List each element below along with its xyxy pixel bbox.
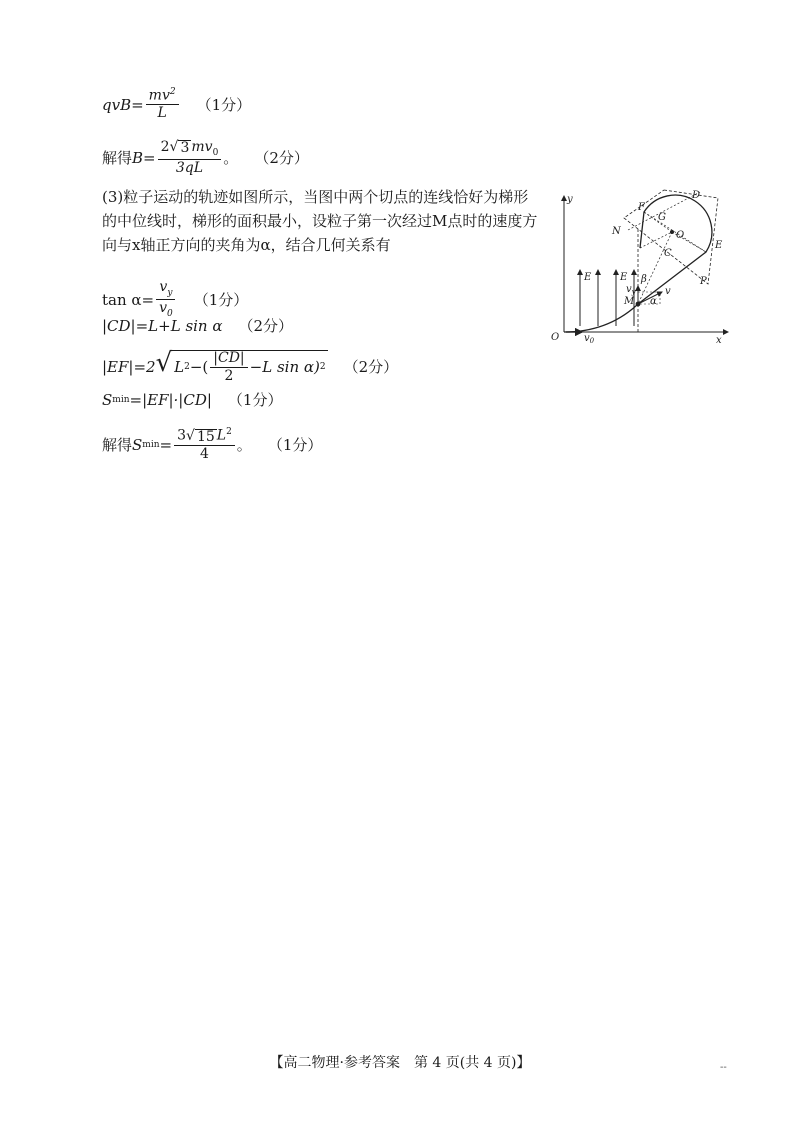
- label-x: x: [716, 335, 722, 346]
- label-p: P: [700, 276, 707, 287]
- eq7-fraction: [174, 428, 235, 462]
- eq2-sqrt: √ 3: [169, 139, 190, 156]
- eq3-num-sub: y: [167, 287, 173, 298]
- label-g: G: [658, 212, 666, 223]
- eq3-num: v: [159, 279, 168, 295]
- eq7-num-rest: L: [216, 427, 227, 444]
- eq3-den: v: [159, 300, 168, 317]
- equation-smin-def: [102, 390, 282, 410]
- label-alpha: α: [650, 296, 657, 307]
- equation-smin-result: [102, 428, 322, 462]
- eq5-rad-b: −(: [189, 358, 209, 377]
- parabola-trajectory: [564, 304, 638, 332]
- part3-paragraph: (3)粒子运动的轨迹如图所示，当图中两个切点的连线恰好为梯形的中位线时，梯形的面积最小，设粒子第一次经过M点时的速度方向与x轴正方向的夹角为α，结合几何关系有: [102, 188, 538, 254]
- eq7-num-sup: 2: [226, 427, 232, 437]
- eq2-num-coef: 2: [160, 139, 170, 155]
- eq4-text: |CD|=L+L sin α: [102, 317, 223, 335]
- eq5-rad-c: −L sin α): [249, 358, 320, 377]
- eq5-rad-a: L: [174, 358, 185, 377]
- eq2-prefix: 解得: [102, 148, 133, 167]
- eq7-sqrt: √ 15: [186, 427, 215, 445]
- label-f: F: [638, 202, 645, 213]
- eq2-num-rad: 3: [180, 140, 190, 156]
- eq5-rad-c-sup: 2: [319, 362, 326, 373]
- equation-cd: [102, 316, 293, 336]
- eq6-score: （1分）: [227, 391, 283, 409]
- eq2-lhs: B=: [132, 148, 156, 167]
- page-footer: 【高二物理·参考答案 第 4 页(共 4 页)】: [269, 1055, 531, 1071]
- eq5-fraction: [210, 351, 247, 383]
- eq4-score: （2分）: [238, 317, 294, 335]
- eq1-lhs: qvB=: [102, 95, 144, 114]
- eq5-frac-den: 2: [224, 367, 234, 384]
- line-f-e: [644, 212, 706, 252]
- eq7-num-rad: 15: [196, 428, 215, 445]
- label-beta: β: [641, 274, 647, 285]
- circular-trajectory: [638, 195, 712, 304]
- eq1-fraction: [146, 88, 179, 121]
- trajectory-diagram: [548, 188, 748, 348]
- label-o-center: O: [676, 230, 685, 241]
- label-e-point: E: [715, 240, 723, 251]
- eq1-score: （1分）: [196, 95, 252, 114]
- eq7-prefix: 解得: [102, 436, 133, 455]
- label-n: N: [612, 226, 621, 237]
- label-vy: $v_y$: [626, 284, 636, 296]
- equation-solve-b: [102, 140, 309, 176]
- eq6-lhs: S: [102, 391, 113, 409]
- eq7-lhs-sub: min: [142, 440, 160, 451]
- eq2-den: 3qL: [175, 160, 204, 177]
- eq5-sqrt: √ L 2 −( $\frac{|CD|}{2}$ −L sin α) 2: [155, 348, 326, 384]
- eq2-num-rest: mv: [191, 139, 213, 155]
- label-v: v: [665, 286, 671, 297]
- eq3-fraction: [156, 280, 176, 319]
- eq2-suffix: 。: [223, 148, 239, 167]
- eq3-den-sub: 0: [167, 309, 173, 320]
- equation-lorentz-force: [102, 88, 251, 121]
- label-e2: E: [620, 272, 628, 283]
- eq6-rest: =|EF|·|CD|: [129, 391, 212, 409]
- eq3-lhs: tan α=: [102, 290, 155, 309]
- label-c: C: [664, 248, 672, 259]
- eq6-lhs-sub: min: [112, 395, 130, 405]
- eq7-score: （1分）: [267, 436, 323, 455]
- eq2-score: （2分）: [254, 148, 309, 167]
- eq1-num: mv: [148, 87, 170, 104]
- label-m: M: [624, 296, 635, 307]
- corner-mark: --: [720, 1062, 727, 1073]
- eq2-num-sub: 0: [212, 147, 219, 158]
- eq3-score: （1分）: [193, 290, 249, 309]
- label-y: y: [567, 194, 573, 205]
- eq7-den: 4: [199, 446, 209, 463]
- eq7-eq: =: [159, 436, 173, 455]
- equation-tan-alpha: [102, 280, 248, 319]
- label-origin: O: [551, 332, 560, 343]
- circle-center-dot: [670, 230, 674, 234]
- equation-ef: [102, 350, 398, 383]
- eq5-frac-num: |CD|: [210, 351, 247, 368]
- eq5-score: （2分）: [343, 357, 399, 376]
- eq2-fraction: [158, 140, 222, 176]
- eq5-rad-a-sup: 2: [184, 362, 190, 373]
- eq7-suffix: 。: [236, 436, 252, 455]
- eq7-num-coef: 3: [177, 427, 187, 444]
- label-v0: $v_0$: [584, 333, 595, 345]
- eq1-den: L: [157, 105, 167, 122]
- label-e1: E: [584, 272, 592, 283]
- eq1-num-sup: 2: [169, 87, 176, 97]
- eq7-lhs: S: [132, 436, 143, 455]
- eq5-lhs: |EF|=2: [102, 357, 156, 376]
- label-d: D: [692, 190, 701, 201]
